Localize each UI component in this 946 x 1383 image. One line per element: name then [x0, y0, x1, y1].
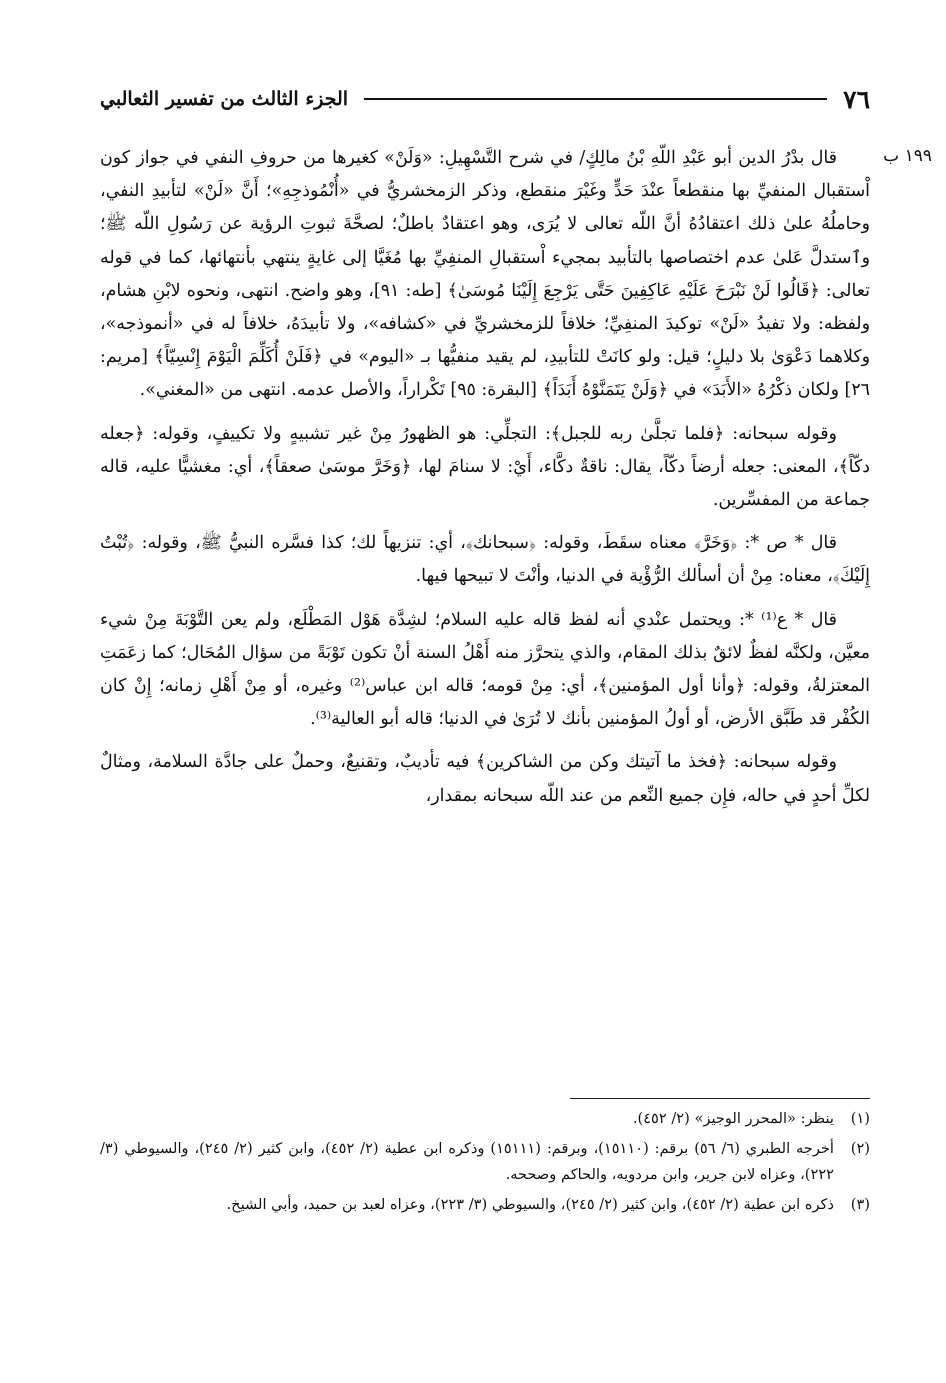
footnote-text: ينظر: «المحرر الوجيز» (٢/ ٤٥٢).: [632, 1110, 834, 1127]
page-number: ٧٦: [843, 84, 870, 114]
main-text: [100, 142, 870, 823]
footnote-number: (١): [850, 1110, 870, 1127]
footnote: [100, 1192, 870, 1218]
footnote-text: أخرجه الطبري (٦/ ٥٦) برقم: (١٥١١٠)، وبرقم: (١٥١١١) وذكره ابن عطية (٢/ ٤٥٢)، وابن كثير (٢/ ٢٤٥)، والسيوطي (٣/ ٢٢٢)، وعزاه لابن جرير، وابن مردويه، والحاكم وصححه.: [100, 1140, 834, 1183]
paragraph: قال بدْرُ الدين أبو عَبْدِ اللّهِ بْنُ مالِكٍ/ في شرح التَّسْهِيلِ: «وَلَنْ» كغيرها من حروفِ النفي في جواز كون اْستقبال المنفيِّ بها منقطعاً عنْدَ حَدٍّ وغَيْرَ منقطع، وذكر الزمخشريُّ في «أُنْمُوذجِهِ»؛ أَنَّ «لَنْ» لتأبيدِ النفي، وحاملُهُ علىٰ ذلك اعتقادُهُ أنَّ اللّه تعالى لا يُرَى، وهو اعتقادٌ باطلٌ؛ لصحَّةَ ثبوتِ الرؤية عن رَسُولِ اللّه ﷺ؛ وٱستدلَّ عَلىٰ عدم اختصاصها بالتأبيد بمجيء اْستقبالِ المنفِيِّ بها مُغَيَّا إلى غايةٍ ينتهي بأنتهائها، كما في قوله تعالى: ﴿قَالُوا لَنْ نَبْرَحَ عَلَيْهِ عَاكِفِينَ حَتَّى يَرْجِعَ إِلَيْنَا مُوسَىٰ﴾ [طه: ٩١]، وهو واضح. انتهى، ونحوه لابْنِ هشام، ولفظه: ولا تفيدُ «لَنْ» توكيدَ المنفِيِّ؛ خلافاً للزمخشريِّ في «كشافه»، ولا تأبيدَهُ، خلافاً له في «أنموذجه»، وكلاهما دَعْوَىٰ بلا دليلٍ؛ قيل: ولو كانَتْ للتأبيدِ، لم يقيد منفيُّها بـ «اليوم» في ﴿فَلَنْ أُكَلِّمَ الْيَوْمَ إِنْسِيّاً﴾ [مريم: ٢٦] ولكان ذكْرُهُ «الأَبَدَ» في ﴿وَلَنْ يَتَمَنَّوْهُ أَبَدَاً﴾ [البقرة: ٩٥] تَكْراراً، والأصل عدمه. انتهى من «المغني».: [100, 148, 870, 401]
paragraph: قال * ع⁽¹⁾ *: ويحتمل عنْدي أنه لفظ قاله عليه السلام؛ لشِدَّة هَوْل المَطْلَع، ولم يعن التَّوْبَةَ مِنْ شيء معيَّن، ولكنَّه لفظٌ لائقٌ بذلك المقام، والذي يتحرَّز منه أَهْلُ السنة أنْ تكون تَوْبَةً من سؤال المُحَال؛ كما زعَمَتِ المعتزلةُ، وقوله: ﴿وأنا أول المؤمنين﴾، أي: مِنْ قومه؛ قاله ابن عباس⁽²⁾ وغيره، أو مِنْ أَهْلِ زمانه؛ إِنْ كان الكُفْر قد طَبَّق الأرض، أو أولُ المؤمنين بأنك لا تُرَىٰ في الدنيا؛ قاله أبو العالية⁽³⁾.: [100, 609, 870, 730]
footnote: [100, 1106, 870, 1132]
paragraph: وقوله سبحانه: ﴿فخذ ما آتيتك وكن من الشاكرين﴾ فيه تأديبٌ، وتقنيعٌ، وحملٌ على جادَّة السلامة، ومثالٌ لكلِّ أحدٍ في حاله، فإِن جميع النِّعم من عند اللّه سبحانه بمقدار،: [100, 752, 870, 806]
running-header: [100, 82, 870, 116]
header-rule: [364, 98, 827, 100]
footnote-separator: [570, 1098, 870, 1099]
footnote: [100, 1136, 870, 1188]
manuscript-folio-note: ١٩٩ ب: [883, 146, 932, 166]
footnotes: [100, 1106, 870, 1222]
paragraph: وقوله سبحانه: ﴿فلما تجلَّىٰ ربه للجبل﴾: التجلِّي: هو الظهورُ مِنْ غير تشبيهٍ ولا تكييفٍ، وقوله: ﴿جعله دكّاً﴾، المعنى: جعله أرضاً دكّاً، يقال: ناقةٌ دكَّاء، أَيْ: لا سنامَ لها، ﴿وَخَرَّ موسَىٰ صعقاً﴾، أي: مغشيًّا عليه، قاله جماعة من المفسِّرين.: [100, 423, 870, 511]
paragraph: قال * ص *: ﴿وَخَرَّ﴾ معناه سقَطَ، وقوله: ﴿سبحانك﴾، أي: تنزيهاً لك؛ كذا فسَّره النبيُّ ﷺ، وقوله: ﴿تُبْتُ إِلَيْكَ﴾، معناه: مِنْ أن أسألك الرُّؤْية في الدنيا، وأنْتَ لا تبيحها فيها.: [100, 533, 870, 587]
running-title: الجزء الثالث من تفسير الثعالبي: [100, 88, 349, 110]
footnote-text: ذكره ابن عطية (٢/ ٤٥٢)، وابن كثير (٢/ ٢٤٥)، والسيوطي (٣/ ٢٢٣)، وعزاه لعبد بن حميد، وأبي الشيخ.: [226, 1196, 834, 1213]
footnote-number: (٢): [850, 1140, 870, 1157]
footnote-number: (٣): [850, 1196, 870, 1213]
